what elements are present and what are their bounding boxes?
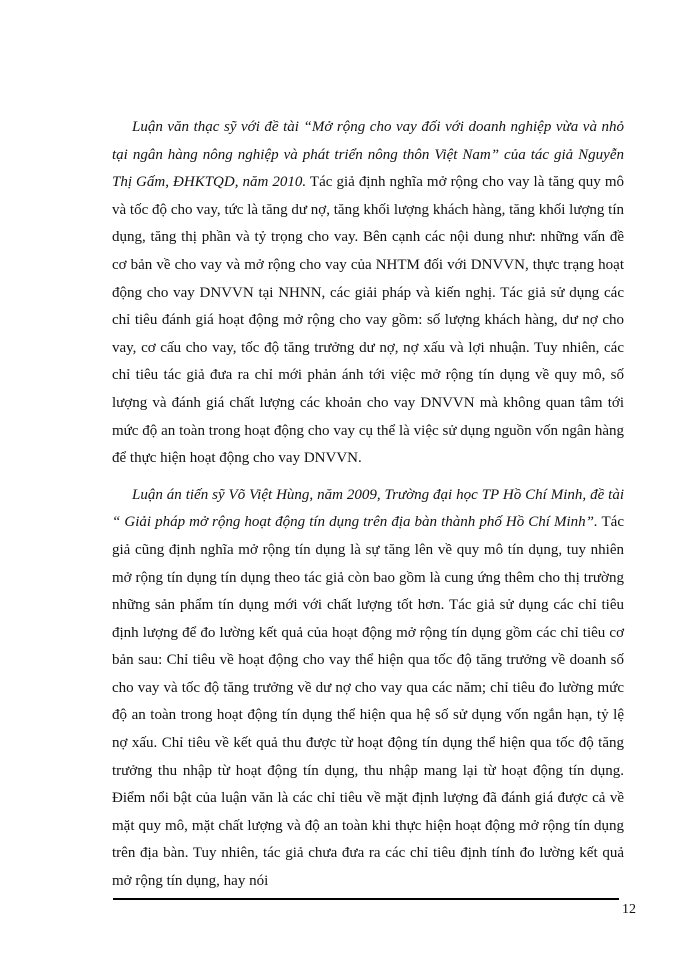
paragraph-2-text: Tác giả cũng định nghĩa mở rộng tín dụng là sự tăng lên về quy mô tín dụng, tuy nhiên mở rộng tín dụng tín dụng theo tác giả còn bao gồm là cung ứng thêm cho thị trường những sản phẩm tín dụng mới với chất lượng tốt hơn. Tác giả sử dụng các chỉ tiêu định lượng để đo lường kết quả của hoạt động mở rộng tín dụng gồm các chỉ tiêu cơ bản sau: Chỉ tiêu về hoạt động cho vay thể hiện qua tốc độ tăng trưởng về doanh số cho vay và tốc độ tăng trưởng về dư nợ cho vay qua các năm; chỉ tiêu đo lường mức độ an toàn trong hoạt động tín dụng thể hiện qua hệ số sử dụng vốn ngắn hạn, tỷ lệ nợ xấu. Chỉ tiêu về kết quả thu được từ hoạt động tín dụng thể hiện qua tốc độ tăng trưởng thu nhập từ hoạt động tín dụng, thu nhập mang lại từ hoạt động tín dụng. Điểm nổi bật của luận văn là các chỉ tiêu về mặt định lượng đã đánh giá được cả về mặt quy mô, mặt chất lượng và độ an toàn khi thực hiện hoạt động mở rộng tín dụng trên địa bàn. Tuy nhiên, tác giả chưa đưa ra các chỉ tiêu định tính đo lường kết quả mở rộng tín dụng, hay nói [112, 514, 624, 890]
paragraph-1-text: Tác giả định nghĩa mở rộng cho vay là tăng quy mô và tốc độ cho vay, tức là tăng dư nợ, tăng khối lượng khách hàng, tăng khối lượng tín dụng, tăng thị phần và tỷ trọng cho vay. Bên cạnh các nội dung như: những vấn đề cơ bản về cho vay và mở rộng cho vay của NHTM đối với DNVVN, thực trạng hoạt động cho vay DNVVN tại NHNN, các giải pháp và kiến nghị. Tác giả sử dụng các chỉ tiêu đánh giá hoạt động mở rộng cho vay gồm: số lượng khách hàng, dư nợ cho vay, cơ cấu cho vay, tốc độ tăng trưởng dư nợ, nợ xấu và lợi nhuận. Tuy nhiên, các chỉ tiêu tác giả đưa ra chỉ mới phản ánh tới việc mở rộng tín dụng về quy mô, số lượng và đánh giá chất lượng các khoản cho vay DNVVN mà không quan tâm tới mức độ an toàn trong hoạt động cho vay cụ thể là việc sử dụng nguồn vốn ngân hàng để thực hiện hoạt động cho vay DNVVN. [112, 174, 624, 467]
paragraph-2 [112, 482, 624, 896]
reference-title-1: Luận văn thạc sỹ với đề tài “Mở rộng cho vay đối với doanh nghiệp vừa và nhỏ tại ngân hàng nông nghiệp và phát triển nông thôn Việt Nam” của tác giả Nguyễn Thị Gấm, ĐHKTQD, năm 2010. [112, 119, 624, 191]
reference-title-2: Luận án tiến sỹ Võ Việt Hùng, năm 2009, Trường đại học TP Hồ Chí Minh, đề tài “ Giải pháp mở rộng hoạt động tín dụng trên địa bàn thành phố Hồ Chí Minh”. [112, 486, 624, 531]
paragraph-1 [112, 114, 624, 473]
body-text [112, 114, 624, 905]
page-number: 12 [622, 902, 636, 917]
footer-divider [113, 898, 619, 900]
